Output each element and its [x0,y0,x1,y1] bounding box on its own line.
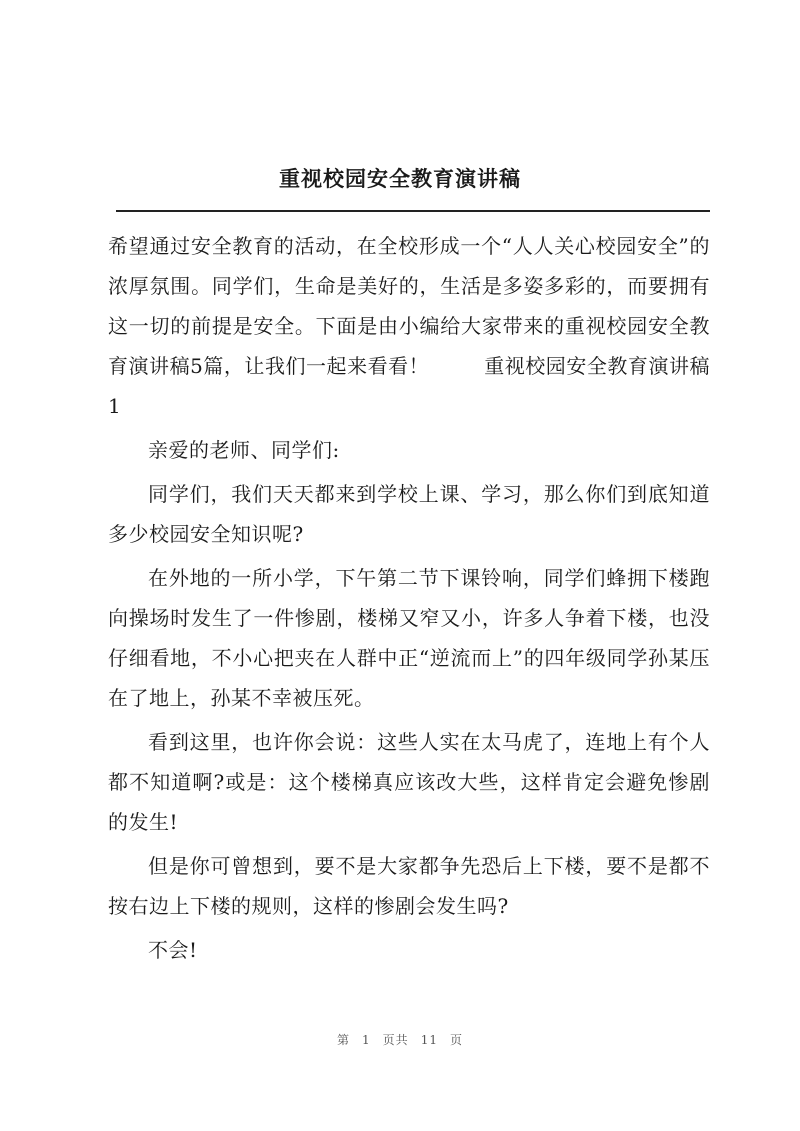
paragraph-salutation: 亲爱的老师、同学们: [148,438,340,462]
footer-label-of: 页共 [382,1033,409,1047]
footer-label-end: 页 [449,1033,463,1047]
title-divider [116,210,710,212]
speech-heading: 重视校园安全教育演讲稿1 [108,354,710,418]
page-title: 重视校园安全教育演讲稿 [279,166,521,191]
paragraph-reaction: 看到这里，也许你会说：这些人实在太马虎了，连地上有个人都不知道啊?或是：这个楼梯真应该改大些，这样肯定会避免惨剧的发生! [108,730,710,834]
intro-paragraph [108,226,710,426]
document-body [108,226,710,974]
paragraph-answer: 不会! [148,938,198,962]
paragraph-incident: 在外地的一所小学，下午第二节下课铃响，同学们蜂拥下楼跑向操场时发生了一件惨剧，楼梯又窄又小，许多人争着下楼，也没仔细看地，不小心把夹在人群中正“逆流而上”的四年级同学孙某压在了地上，孙某不幸被压死。 [108,566,710,710]
intro-text: 希望通过安全教育的活动，在全校形成一个“人人关心校园安全”的浓厚氛围。同学们，生命是美好的，生活是多姿多彩的，而要拥有这一切的前提是安全。下面是由小编给大家带来的重视校园安全教育演讲稿5篇，让我们一起来看看！ [108,234,710,378]
paragraph-question: 同学们，我们天天都来到学校上课、学习，那么你们到底知道多少校园安全知识呢? [108,482,710,546]
page-number-footer [0,1031,800,1048]
footer-total-pages: 11 [420,1033,438,1047]
footer-label-page: 第 [337,1033,351,1047]
paragraph-reflection: 但是你可曾想到，要不是大家都争先恐后上下楼，要不是都不按右边上下楼的规则，这样的惨剧会发生吗? [108,854,710,918]
footer-current-page: 1 [362,1033,371,1047]
